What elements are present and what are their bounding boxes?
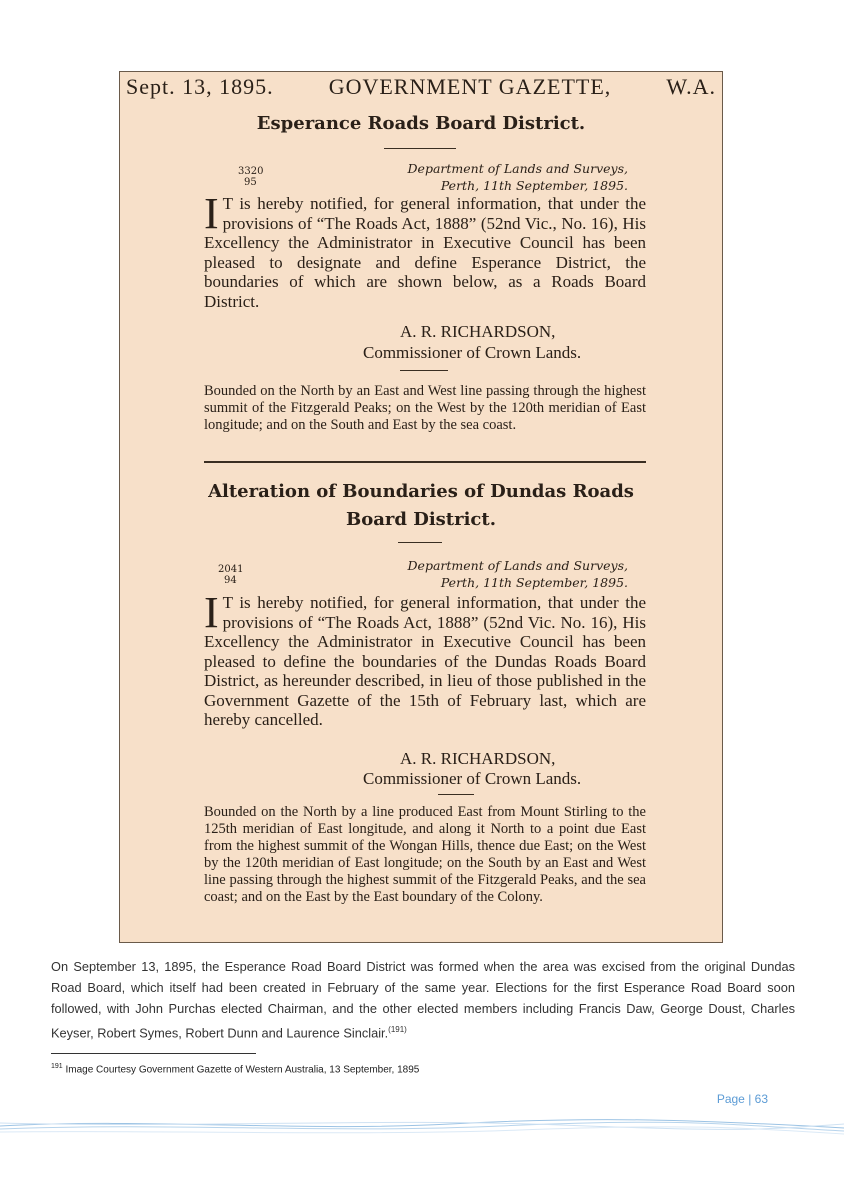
section1-title: Esperance Roads Board District. (256, 113, 586, 134)
section1-bounds: Bounded on the North by an East and West line passing through the highest summit of the Fitzgerald Peaks; on the West by the 120th meridian of East longitude; and on the South and East by the sea coast. (204, 383, 646, 433)
section2-bounds: Bounded on the North by a line produced East from Mount Stirling to the 125th meridian of East longitude, and along it North to a point due East from the highest summit of the Wongan Hills, thence due East; on the West by the 120th meridian of East longitude; on the South by an East and West line passing through the highest summit of the Fitzgerald Peaks, and the sea coast; and on the East by the East boundary of the Colony. (204, 804, 646, 905)
section1-department: Department of Lands and Surveys, Perth, 11th September, 1895. (407, 161, 628, 193)
masthead-date: Sept. 13, 1895. (126, 74, 274, 99)
section2-title: Alteration of Boundaries of Dundas Roads Board District. (208, 481, 634, 530)
gazette-masthead (126, 74, 716, 100)
divider (384, 148, 456, 149)
divider (398, 542, 442, 543)
divider (438, 794, 474, 795)
section2-department: Department of Lands and Surveys, Perth, 11th September, 1895. (407, 558, 628, 590)
divider (400, 370, 448, 371)
footer-wave-decoration (0, 1112, 844, 1140)
gazette-image (119, 71, 723, 943)
section2-ref: 2041 94 (218, 564, 244, 586)
section2-notice: I T is hereby notified, for general information, that under the provisions of “The Roads Act, 1888” (52nd Vic. No. 16), His Excellency the Administrator in Executive Council has been pleased to define the boundaries of the Dundas Roads Board District, as hereunder described, in lieu of those published in the Government Gazette of the 15th of February last, which are hereby cancelled. (204, 588, 646, 729)
footnote-divider (51, 1053, 256, 1054)
section1-signatory: A. R. RICHARDSON, (400, 322, 556, 341)
section2-signatory: A. R. RICHARDSON, (400, 749, 556, 768)
footnote-ref: (191) (388, 1025, 407, 1034)
section1-ref: 3320 95 (238, 166, 264, 188)
footnote: $^{191}$ Image Courtesy Government Gazette of Western Australia, 13 September, 1895 (51, 1063, 420, 1076)
dropcap: I (204, 189, 219, 238)
section-divider (204, 461, 646, 463)
page-number: Page | 63 (716, 1092, 768, 1106)
figure-caption: On September 13, 1895, the Esperance Road Board District was formed when the area was excised from the original Dundas Road Board, which itself had been created in February of the same year. Elections for the first Esperance Road Board soon followed, with John Purchas elected Chairman, and the other elected members including Francis Daw, George Doust, Charles Keyser, Robert Symes, Robert Dunn and Laurence Sinclair.$^{(191)}$ (51, 959, 795, 1041)
masthead-place: W.A. (666, 74, 716, 99)
section1-signatory-title: Commissioner of Crown Lands. (363, 343, 582, 362)
section1-notice: I T is hereby notified, for general information, that under the provisions of “The Roads Act, 1888” (52nd Vic., No. 16), His Excellency the Administrator in Executive Council has been pleased to designate and define Esperance District, the boundaries of which are shown below, as a Roads Board District. (204, 189, 646, 311)
masthead-title: GOVERNMENT GAZETTE, (328, 74, 612, 99)
dropcap: I (204, 588, 219, 637)
section2-signatory-title: Commissioner of Crown Lands. (363, 769, 582, 788)
